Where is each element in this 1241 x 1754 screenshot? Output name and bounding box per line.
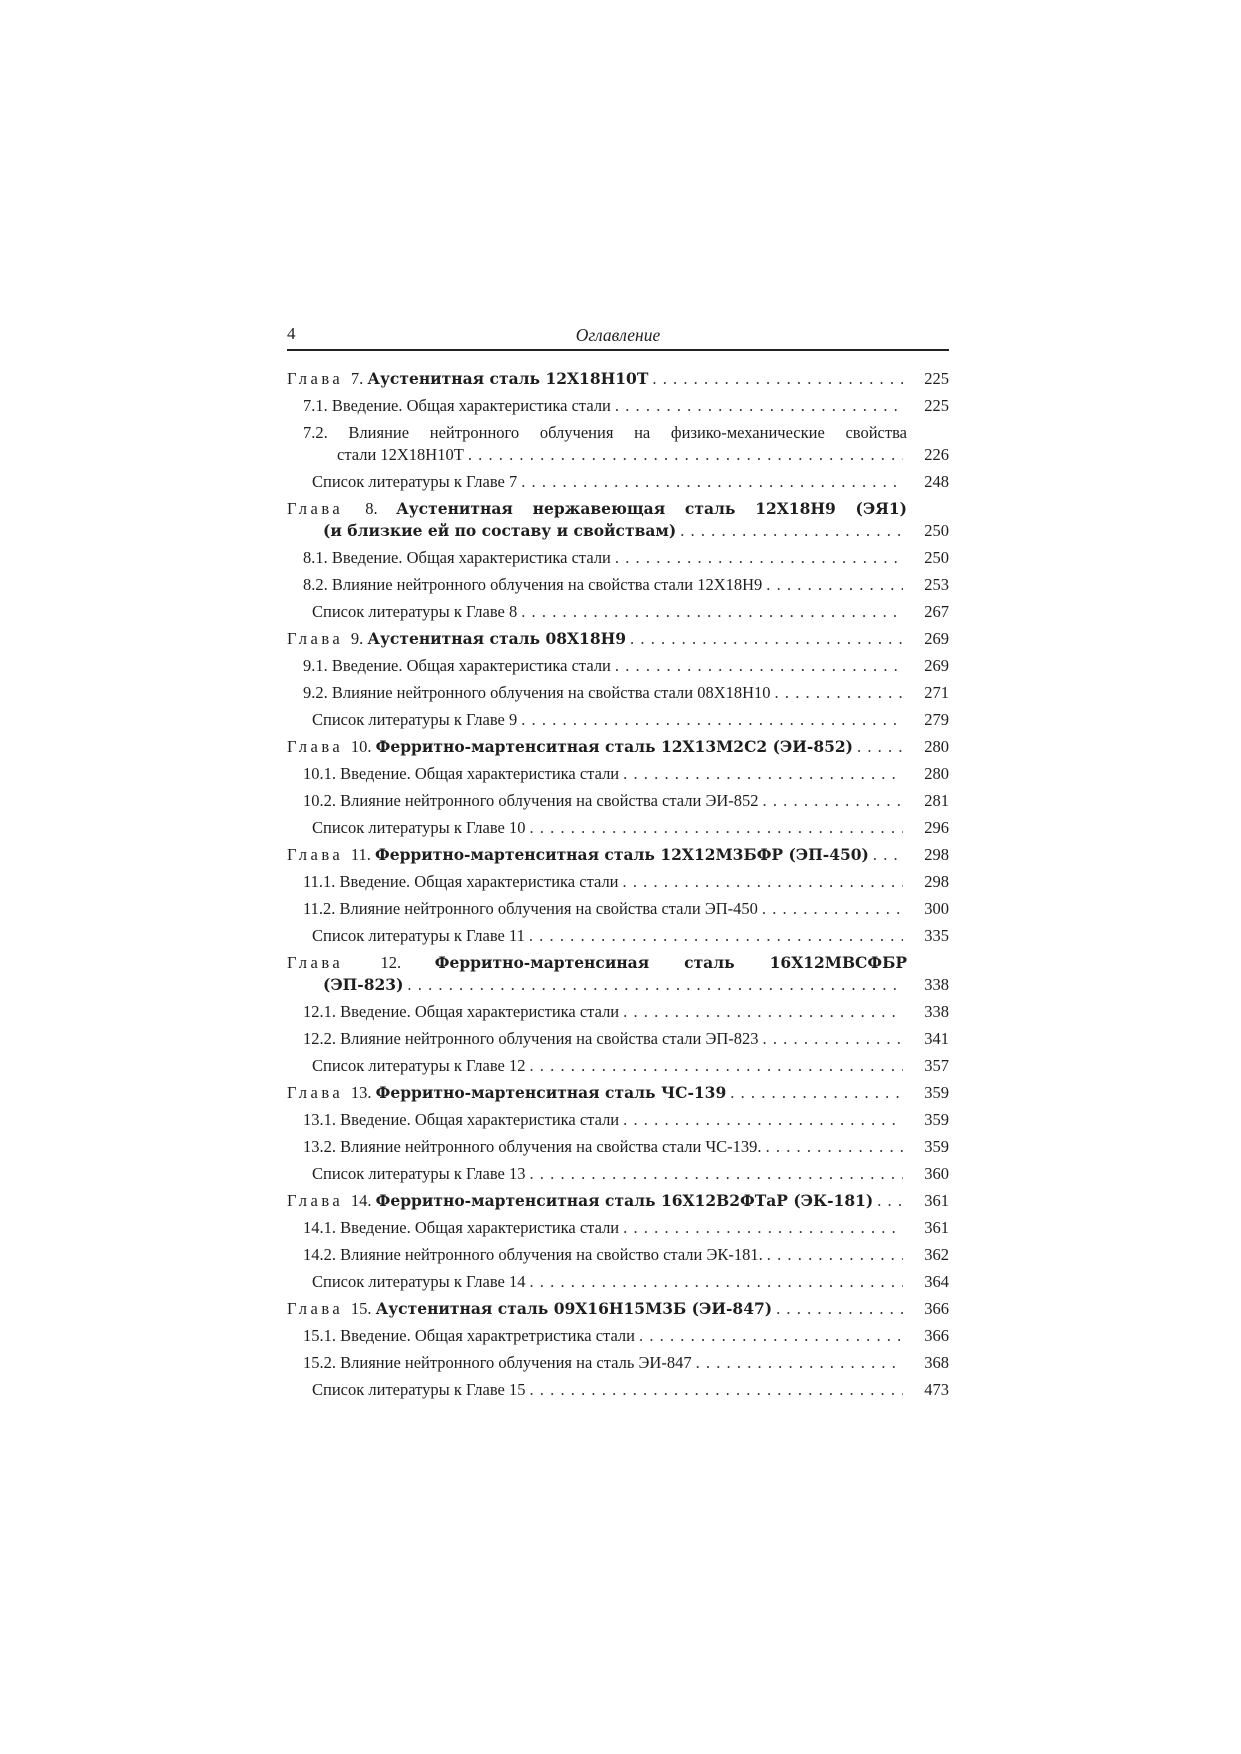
entry-line xyxy=(303,1109,907,1131)
entry-page-number: 296 xyxy=(924,818,949,837)
toc-references-entry xyxy=(287,817,949,839)
entry-line xyxy=(287,1190,907,1212)
entry-body xyxy=(287,628,907,650)
entry-body xyxy=(287,1271,907,1293)
chapter-title: Аустенитная нержавеющая сталь 12Х18Н9 (ЭЯ1) xyxy=(396,499,908,518)
entry-page-number: 359 xyxy=(924,1137,949,1156)
entry-line xyxy=(312,601,907,623)
entry-page-number: 248 xyxy=(924,472,949,491)
leader-dots xyxy=(468,444,903,466)
chapter-heading xyxy=(287,1298,772,1320)
entry-body xyxy=(287,898,907,920)
leader-dots xyxy=(623,1109,903,1131)
chapter-heading xyxy=(287,736,853,758)
chapter-heading xyxy=(287,1190,873,1212)
chapter-number: 9. xyxy=(350,629,368,648)
entry-line xyxy=(312,471,907,493)
entry-line xyxy=(303,790,907,812)
entry-line xyxy=(303,574,907,596)
entry-body xyxy=(287,422,907,466)
section-title: 8.1. Введение. Общая характеристика стали xyxy=(303,548,611,567)
leader-dots xyxy=(696,1352,903,1374)
toc-chapter-entry xyxy=(287,736,949,758)
leader-dots xyxy=(521,709,903,731)
entry-line xyxy=(312,817,907,839)
leader-dots xyxy=(763,1028,903,1050)
entry-line xyxy=(312,1163,907,1185)
section-title: 9.2. Влияние нейтронного облучения на свойства стали 08Х18Н10 xyxy=(303,683,771,702)
chapter-label: Глава xyxy=(287,1191,351,1210)
entry-line xyxy=(303,763,907,785)
section-title: 9.1. Введение. Общая характеристика стали xyxy=(303,656,611,675)
running-title: Оглавление xyxy=(575,325,661,345)
entry-body xyxy=(287,1244,907,1266)
entry-page-number: 250 xyxy=(924,521,949,540)
toc-references-entry xyxy=(287,471,949,493)
entry-body xyxy=(287,1082,907,1104)
entry-line xyxy=(303,1244,907,1266)
entry-body xyxy=(287,368,907,390)
leader-dots xyxy=(615,655,903,677)
entry-line xyxy=(287,368,907,390)
entry-body xyxy=(287,395,907,417)
leader-dots xyxy=(529,1379,903,1401)
leader-dots xyxy=(529,817,903,839)
entry-body xyxy=(287,1136,907,1158)
table-of-contents xyxy=(287,368,949,1401)
chapter-number: 14. xyxy=(350,1191,376,1210)
entry-page-number: 357 xyxy=(924,1056,949,1075)
entry-body xyxy=(287,1217,907,1239)
chapter-label: Глава xyxy=(287,737,351,756)
entry-line xyxy=(303,395,907,417)
entry-body xyxy=(287,1001,907,1023)
entry-page-number: 269 xyxy=(924,629,949,648)
toc-section-entry xyxy=(287,574,949,596)
chapter-heading xyxy=(287,368,648,390)
entry-line xyxy=(287,974,907,996)
entry-page-number: 368 xyxy=(924,1353,949,1372)
entry-line xyxy=(303,1136,907,1158)
references-title: Список литературы к Главе 11 xyxy=(312,926,525,945)
entry-page-number: 267 xyxy=(924,602,949,621)
entry-body xyxy=(287,790,907,812)
entry-page-number: 364 xyxy=(924,1272,949,1291)
references-title: Список литературы к Главе 10 xyxy=(312,818,526,837)
section-title: 15.2. Влияние нейтронного облучения на сталь ЭИ-847 xyxy=(303,1353,692,1372)
entry-body xyxy=(287,763,907,785)
chapter-label: Глава xyxy=(287,499,366,518)
chapter-number: 8. xyxy=(365,499,397,518)
entry-line xyxy=(312,925,907,947)
entry-line xyxy=(312,709,907,731)
chapter-heading xyxy=(287,628,626,650)
leader-dots xyxy=(630,628,903,650)
chapter-heading-line xyxy=(287,952,907,974)
entry-body xyxy=(287,471,907,493)
chapter-number: 7. xyxy=(350,369,368,388)
leader-dots xyxy=(776,1298,903,1320)
toc-chapter-entry xyxy=(287,1190,949,1212)
section-title: 12.1. Введение. Общая характеристика стали xyxy=(303,1002,620,1021)
chapter-label: Глава xyxy=(287,953,381,972)
entry-page-number: 271 xyxy=(924,683,949,702)
toc-references-entry xyxy=(287,1379,949,1401)
chapter-number: 10. xyxy=(350,737,376,756)
toc-references-entry xyxy=(287,709,949,731)
page-number: 4 xyxy=(287,324,296,343)
entry-page-number: 359 xyxy=(924,1083,949,1102)
entry-body xyxy=(287,1352,907,1374)
leader-dots xyxy=(762,898,903,920)
entry-line xyxy=(303,682,907,704)
entry-line xyxy=(303,547,907,569)
toc-references-entry xyxy=(287,1271,949,1293)
entry-body xyxy=(287,871,907,893)
entry-page-number: 269 xyxy=(924,656,949,675)
leader-dots xyxy=(529,925,903,947)
leader-dots xyxy=(767,1244,903,1266)
entry-line xyxy=(303,1028,907,1050)
toc-section-entry xyxy=(287,655,949,677)
leader-dots xyxy=(623,1001,903,1023)
toc-section-entry xyxy=(287,1028,949,1050)
entry-page-number: 298 xyxy=(924,845,949,864)
entry-body xyxy=(287,844,907,866)
entry-page-number: 225 xyxy=(924,369,949,388)
section-title: 15.1. Введение. Общая характретристика стали xyxy=(303,1326,635,1345)
toc-section-entry xyxy=(287,547,949,569)
chapter-title: Аустенитная сталь 08Х18Н9 xyxy=(367,629,627,648)
leader-dots xyxy=(521,471,903,493)
toc-section-entry xyxy=(287,1352,949,1374)
leader-dots xyxy=(766,1136,903,1158)
leader-dots xyxy=(623,1217,903,1239)
leader-dots xyxy=(730,1082,903,1104)
leader-dots xyxy=(407,974,903,996)
leader-dots xyxy=(529,1271,903,1293)
section-title: 10.2. Влияние нейтронного облучения на свойства стали ЭИ-852 xyxy=(303,791,759,810)
section-title: 10.1. Введение. Общая характеристика стали xyxy=(303,764,620,783)
section-title: 8.2. Влияние нейтронного облучения на свойства стали 12Х18Н9 xyxy=(303,575,763,594)
toc-section-entry xyxy=(287,871,949,893)
chapter-title: Аустенитная сталь 09Х16Н15М3Б (ЭИ-847) xyxy=(375,1299,773,1318)
chapter-title: Ферритно-мартенсиная сталь 16Х12МВСФБР xyxy=(434,953,907,972)
toc-section-entry xyxy=(287,1217,949,1239)
leader-dots xyxy=(615,395,903,417)
entry-body xyxy=(287,655,907,677)
entry-page-number: 361 xyxy=(924,1191,949,1210)
leader-dots xyxy=(766,574,903,596)
leader-dots xyxy=(857,736,903,758)
entry-line xyxy=(287,520,907,542)
entry-page-number: 300 xyxy=(924,899,949,918)
entry-page-number: 279 xyxy=(924,710,949,729)
entry-body xyxy=(287,574,907,596)
toc-section-entry xyxy=(287,1244,949,1266)
toc-section-entry xyxy=(287,1325,949,1347)
toc-chapter-entry xyxy=(287,952,949,996)
chapter-title: Ферритно-мартенситная сталь ЧС-139 xyxy=(375,1083,727,1102)
entry-line xyxy=(287,736,907,758)
entry-line xyxy=(287,628,907,650)
toc-chapter-entry xyxy=(287,1082,949,1104)
entry-body xyxy=(287,736,907,758)
entry-page-number: 298 xyxy=(924,872,949,891)
entry-page-number: 366 xyxy=(924,1326,949,1345)
entry-page-number: 280 xyxy=(924,764,949,783)
chapter-label: Глава xyxy=(287,1299,351,1318)
toc-section-entry xyxy=(287,898,949,920)
leader-dots xyxy=(763,790,903,812)
section-title: 13.2. Влияние нейтронного облучения на свойства стали ЧС-139. xyxy=(303,1137,762,1156)
toc-section-entry xyxy=(287,1136,949,1158)
references-title: Список литературы к Главе 14 xyxy=(312,1272,526,1291)
entry-body xyxy=(287,1163,907,1185)
entry-body xyxy=(287,682,907,704)
chapter-number: 15. xyxy=(350,1299,376,1318)
toc-references-entry xyxy=(287,1055,949,1077)
entry-page-number: 366 xyxy=(924,1299,949,1318)
section-title: 11.2. Влияние нейтронного облучения на свойства стали ЭП-450 xyxy=(303,899,758,918)
section-title: 12.2. Влияние нейтронного облучения на свойства стали ЭП-823 xyxy=(303,1029,759,1048)
section-title-continued: стали 12Х18Н10Т xyxy=(337,445,464,464)
toc-references-entry xyxy=(287,925,949,947)
toc-section-entry xyxy=(287,763,949,785)
entry-body xyxy=(287,498,907,542)
toc-references-entry xyxy=(287,601,949,623)
entry-body xyxy=(287,925,907,947)
leader-dots xyxy=(615,547,903,569)
toc-section-entry xyxy=(287,790,949,812)
entry-body xyxy=(287,547,907,569)
chapter-number: 13. xyxy=(350,1083,376,1102)
entry-page-number: 473 xyxy=(924,1380,949,1399)
leader-dots xyxy=(639,1325,903,1347)
toc-section-entry xyxy=(287,682,949,704)
entry-line xyxy=(303,898,907,920)
entry-line xyxy=(287,1298,907,1320)
entry-line xyxy=(303,1001,907,1023)
references-title: Список литературы к Главе 7 xyxy=(312,472,518,491)
entry-line xyxy=(303,1325,907,1347)
entry-page-number: 338 xyxy=(924,1002,949,1021)
chapter-title: Ферритно-мартенситная сталь 12Х13М2С2 (ЭИ-852) xyxy=(375,737,854,756)
chapter-heading-line xyxy=(287,498,907,520)
entry-page-number: 361 xyxy=(924,1218,949,1237)
leader-dots xyxy=(529,1163,903,1185)
chapter-label: Глава xyxy=(287,845,351,864)
leader-dots xyxy=(680,520,903,542)
entry-body xyxy=(287,1325,907,1347)
chapter-label: Глава xyxy=(287,1083,351,1102)
entry-body xyxy=(287,1379,907,1401)
references-title: Список литературы к Главе 8 xyxy=(312,602,518,621)
chapter-number: 11. xyxy=(350,845,376,864)
entry-body xyxy=(287,1109,907,1131)
entry-line xyxy=(303,871,907,893)
running-header xyxy=(287,322,949,351)
chapter-title: Ферритно-мартенситная сталь 16Х12В2ФТаР (ЭК-181) xyxy=(375,1191,874,1210)
references-title: Список литературы к Главе 15 xyxy=(312,1380,526,1399)
leader-dots xyxy=(873,844,903,866)
chapter-number: 12. xyxy=(380,953,435,972)
entry-line xyxy=(287,1082,907,1104)
entry-line xyxy=(312,1055,907,1077)
toc-chapter-entry xyxy=(287,368,949,390)
references-title: Список литературы к Главе 13 xyxy=(312,1164,526,1183)
entry-body xyxy=(287,1190,907,1212)
toc-chapter-entry xyxy=(287,498,949,542)
chapter-title: Ферритно-мартенситная сталь 12Х12М3БФР (ЭП-450) xyxy=(375,845,869,864)
entry-line xyxy=(312,1271,907,1293)
book-page xyxy=(287,322,949,1406)
entry-line xyxy=(303,444,907,466)
entry-body xyxy=(287,952,907,996)
entry-body xyxy=(287,817,907,839)
entry-page-number: 250 xyxy=(924,548,949,567)
entry-body xyxy=(287,601,907,623)
entry-page-number: 335 xyxy=(924,926,949,945)
entry-body xyxy=(287,1055,907,1077)
leader-dots xyxy=(623,871,903,893)
chapter-title-continued: (и близкие ей по составу и свойствам) xyxy=(323,521,677,540)
entry-page-number: 280 xyxy=(924,737,949,756)
entry-line xyxy=(303,1352,907,1374)
leader-dots xyxy=(623,763,903,785)
toc-section-entry xyxy=(287,1109,949,1131)
chapter-label: Глава xyxy=(287,369,351,388)
entry-line xyxy=(303,1217,907,1239)
toc-chapter-entry xyxy=(287,1298,949,1320)
entry-page-number: 226 xyxy=(924,445,949,464)
references-title: Список литературы к Главе 12 xyxy=(312,1056,526,1075)
entry-line xyxy=(287,844,907,866)
entry-line xyxy=(312,1379,907,1401)
section-title: 14.1. Введение. Общая характеристика стали xyxy=(303,1218,620,1237)
section-title: 13.1. Введение. Общая характеристика стали xyxy=(303,1110,620,1129)
section-title: 7.2. Влияние нейтронного облучения на физико-механические свойства xyxy=(303,423,907,442)
toc-section-entry xyxy=(287,395,949,417)
entry-page-number: 360 xyxy=(924,1164,949,1183)
chapter-heading xyxy=(287,844,869,866)
leader-dots xyxy=(521,601,903,623)
chapter-label: Глава xyxy=(287,629,351,648)
entry-page-number: 225 xyxy=(924,396,949,415)
section-title: 14.2. Влияние нейтронного облучения на свойство стали ЭК-181. xyxy=(303,1245,763,1264)
leader-dots xyxy=(652,368,903,390)
leader-dots xyxy=(529,1055,903,1077)
entry-body xyxy=(287,1298,907,1320)
toc-chapter-entry xyxy=(287,628,949,650)
toc-section-entry xyxy=(287,422,949,466)
chapter-title-continued: (ЭП-823) xyxy=(323,975,404,994)
section-title: 11.1. Введение. Общая характеристика стали xyxy=(303,872,619,891)
entry-page-number: 359 xyxy=(924,1110,949,1129)
entry-page-number: 341 xyxy=(924,1029,949,1048)
toc-chapter-entry xyxy=(287,844,949,866)
chapter-heading xyxy=(287,1082,726,1104)
toc-references-entry xyxy=(287,1163,949,1185)
leader-dots xyxy=(877,1190,903,1212)
chapter-title: Аустенитная сталь 12Х18Н10Т xyxy=(367,369,649,388)
entry-page-number: 281 xyxy=(924,791,949,810)
section-title: 7.1. Введение. Общая характеристика стали xyxy=(303,396,611,415)
references-title: Список литературы к Главе 9 xyxy=(312,710,518,729)
leader-dots xyxy=(775,682,903,704)
entry-page-number: 253 xyxy=(924,575,949,594)
toc-section-entry xyxy=(287,1001,949,1023)
entry-body xyxy=(287,709,907,731)
entry-line xyxy=(303,655,907,677)
entry-page-number: 338 xyxy=(924,975,949,994)
entry-body xyxy=(287,1028,907,1050)
entry-page-number: 362 xyxy=(924,1245,949,1264)
